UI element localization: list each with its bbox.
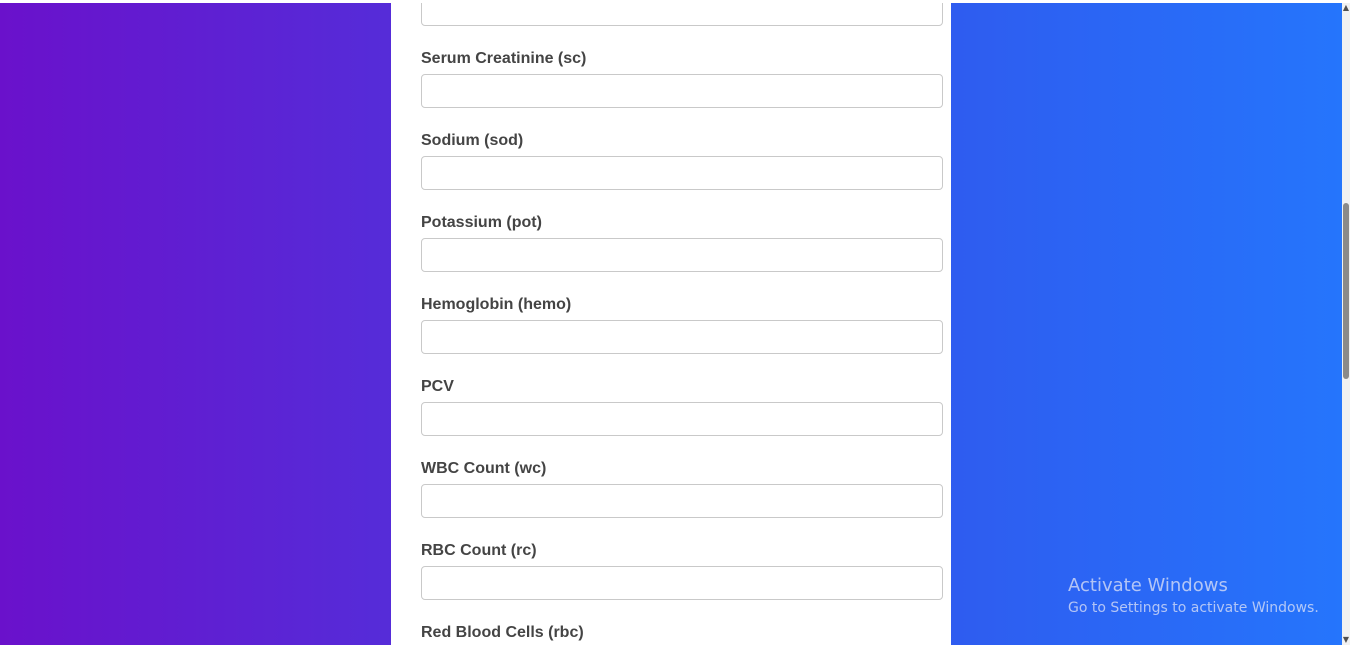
page-background: [0, 3, 1342, 645]
serum-creatinine-input[interactable]: [421, 74, 943, 108]
serum-creatinine-label: Serum Creatinine (sc): [421, 50, 587, 67]
sodium-input[interactable]: [421, 156, 943, 190]
previous-field-input[interactable]: [421, 3, 943, 26]
scroll-down-arrow-icon[interactable]: ▼: [1342, 635, 1350, 644]
watermark-subtitle: Go to Settings to activate Windows.: [1068, 600, 1319, 616]
wbc-count-input[interactable]: [421, 484, 943, 518]
potassium-label: Potassium (pot): [421, 214, 542, 231]
rbc-count-label: RBC Count (rc): [421, 542, 537, 559]
scrollbar-thumb[interactable]: [1343, 203, 1349, 379]
watermark-title: Activate Windows: [1068, 575, 1228, 596]
hemoglobin-label: Hemoglobin (hemo): [421, 296, 572, 313]
sodium-label: Sodium (sod): [421, 132, 524, 149]
pcv-label: PCV: [421, 378, 454, 395]
scroll-up-arrow-icon[interactable]: ▲: [1342, 3, 1350, 12]
pcv-input[interactable]: [421, 402, 943, 436]
rbc-count-input[interactable]: [421, 566, 943, 600]
wbc-count-label: WBC Count (wc): [421, 460, 547, 477]
vertical-scrollbar[interactable]: [1342, 3, 1350, 645]
potassium-input[interactable]: [421, 238, 943, 272]
red-blood-cells-label: Red Blood Cells (rbc): [421, 624, 584, 641]
form-panel: [391, 3, 951, 645]
hemoglobin-input[interactable]: [421, 320, 943, 354]
activate-windows-watermark: [1068, 575, 1319, 618]
